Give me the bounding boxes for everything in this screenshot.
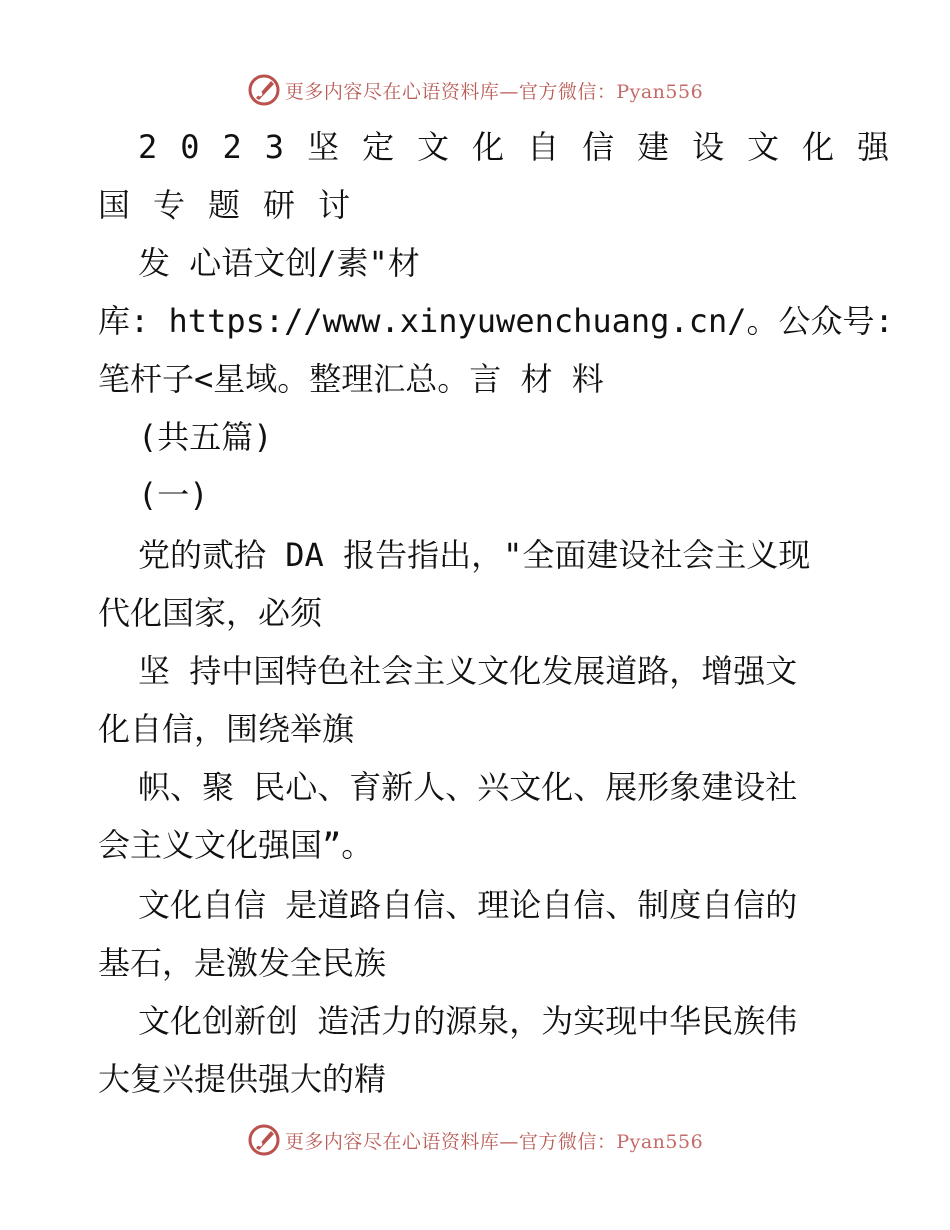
paragraph-1-line-1: 党的贰拾 DA 报告指出，"全面建设社会主义现 [138, 536, 811, 574]
source-line-2: 库: https://www.xinyuwenchuang.cn/。公众号: [98, 302, 894, 340]
paragraph-2-line-1: 坚 持中国特色社会主义文化发展道路，增强文 [138, 652, 798, 690]
paragraph-1-line-2: 代化国家，必须 [98, 594, 323, 632]
source-line-3: 笔杆子<星域。整理汇总。言 材 料 [98, 360, 604, 398]
article-count: (共五篇) [138, 418, 273, 456]
paragraph-5-line-2: 大复兴提供强大的精 [98, 1060, 387, 1098]
footer-banner [0, 1120, 950, 1160]
banner-wechat-id: Pyan556 [616, 1130, 704, 1153]
title-line-2: 国专题研讨 [98, 186, 374, 224]
banner-wechat-id: Pyan556 [616, 80, 704, 103]
paragraph-5-line-1: 文化创新创 造活力的源泉，为实现中华民族伟 [138, 1002, 798, 1040]
header-banner [0, 70, 950, 110]
source-line-1: 发 心语文创/素"材 [138, 244, 420, 282]
quill-logo-icon [247, 73, 281, 107]
paragraph-4-line-2: 基石，是激发全民族 [98, 944, 387, 982]
paragraph-4-line-1: 文化自信 是道路自信、理论自信、制度自信的 [138, 886, 798, 924]
paragraph-3-line-1: 帜、聚 民心、育新人、兴文化、展形象建设社 [138, 768, 798, 806]
quill-logo-icon [247, 1123, 281, 1157]
banner-text: 更多内容尽在心语资料库—官方微信： [284, 80, 617, 103]
paragraph-2-line-2: 化自信，围绕举旗 [98, 710, 355, 748]
section-heading: (一) [138, 476, 209, 514]
title-line-1: 2023坚定文化自信建设文化强 [138, 128, 913, 166]
paragraph-3-line-2: 会主义文化强国”。 [98, 826, 374, 864]
banner-text: 更多内容尽在心语资料库—官方微信： [284, 1130, 617, 1153]
